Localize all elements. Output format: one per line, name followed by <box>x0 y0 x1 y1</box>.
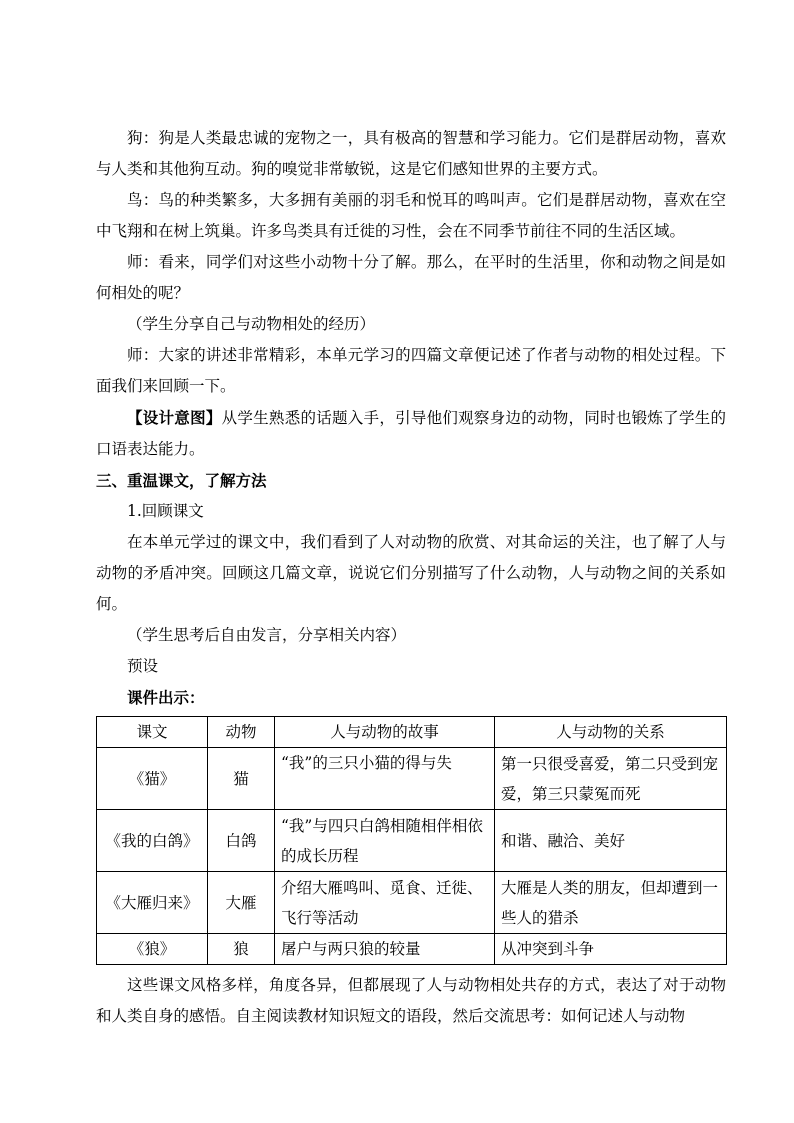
table-row <box>97 934 727 965</box>
cell-relation: 和谐、融洽、美好 <box>495 810 727 872</box>
table-header: 课文 <box>97 717 208 748</box>
table-row <box>97 748 727 810</box>
table-header: 人与动物的关系 <box>495 717 727 748</box>
table-header: 动物 <box>208 717 275 748</box>
design-intent-label: 【设计意图】 <box>127 408 222 427</box>
paragraph-bird: 鸟：鸟的种类繁多，大多拥有美丽的羽毛和悦耳的鸣叫声。它们是群居动物，喜欢在空中飞翔和在树上筑巢。许多鸟类具有迁徙的习性，会在不同季节前往不同的生活区域。 <box>96 191 726 240</box>
cell-animal: 白鸽 <box>208 810 275 872</box>
design-intent-text: 从学生熟悉的话题入手，引导他们观察身边的动物，同时也锻炼了学生的口语表达能力。 <box>96 409 726 458</box>
cell-story: “我”的三只小猫的得与失 <box>275 748 495 810</box>
cell-relation: 第一只很受喜爱，第二只受到宠爱，第三只蒙冤而死 <box>495 748 727 810</box>
paragraph-design-intent <box>96 402 726 465</box>
cell-text: 《猫》 <box>97 748 208 810</box>
paragraph-teacher-question: 师：看来，同学们对这些小动物十分了解。那么，在平时的生活里，你和动物之间是如何相处的呢？ <box>96 253 726 302</box>
paragraph-dog: 狗：狗是人类最忠诚的宠物之一，具有极高的智慧和学习能力。它们是群居动物，喜欢与人类和其他狗互动。狗的嗅觉非常敏锐，这是它们感知世界的主要方式。 <box>96 129 726 178</box>
paragraph-teacher-intro: 师：大家的讲述非常精彩，本单元学习的四篇文章便记述了作者与动物的相处过程。下面我们来回顾一下。 <box>96 346 726 395</box>
cell-text: 《我的白鸽》 <box>97 810 208 872</box>
lesson-table <box>96 716 727 965</box>
paragraph-courseware: 课件出示： <box>127 688 205 707</box>
subheading-review: 1.回顾课文 <box>127 502 204 520</box>
cell-text: 《狼》 <box>97 934 208 965</box>
paragraph-summary: 这些课文风格多样，角度各异，但都展现了人与动物相处共存的方式，表达了对于动物和人类自身的感悟。自主阅读教材知识短文的语段，然后交流思考：如何记述人与动物 <box>96 976 726 1025</box>
cell-animal: 猫 <box>208 748 275 810</box>
section-heading: 三、重温课文，了解方法 <box>96 471 267 490</box>
table-header-row <box>97 717 727 748</box>
table-row <box>97 810 727 872</box>
cell-animal: 大雁 <box>208 872 275 934</box>
cell-story: 介绍大雁鸣叫、觅食、迁徙、飞行等活动 <box>275 872 495 934</box>
cell-relation: 大雁是人类的朋友，但却遭到一些人的猎杀 <box>495 872 727 934</box>
paragraph-preset: 预设 <box>127 657 159 675</box>
table-header: 人与动物的故事 <box>275 717 495 748</box>
cell-text: 《大雁归来》 <box>97 872 208 934</box>
document-body <box>96 123 726 713</box>
cell-story: “我”与四只白鸽相随相伴相依的成长历程 <box>275 810 495 872</box>
cell-story: 屠户与两只狼的较量 <box>275 934 495 965</box>
cell-animal: 狼 <box>208 934 275 965</box>
table-row <box>97 872 727 934</box>
document-body-continued <box>96 970 726 1032</box>
cell-relation: 从冲突到斗争 <box>495 934 727 965</box>
paragraph-review: 在本单元学过的课文中，我们看到了人对动物的欣赏、对其命运的关注，也了解了人与动物的矛盾冲突。回顾这几篇文章，说说它们分别描写了什么动物，人与动物之间的关系如何。 <box>96 533 726 613</box>
paragraph-students-share: （学生分享自己与动物相处的经历） <box>127 315 376 333</box>
paragraph-students-discuss: （学生思考后自由发言，分享相关内容） <box>127 626 407 644</box>
